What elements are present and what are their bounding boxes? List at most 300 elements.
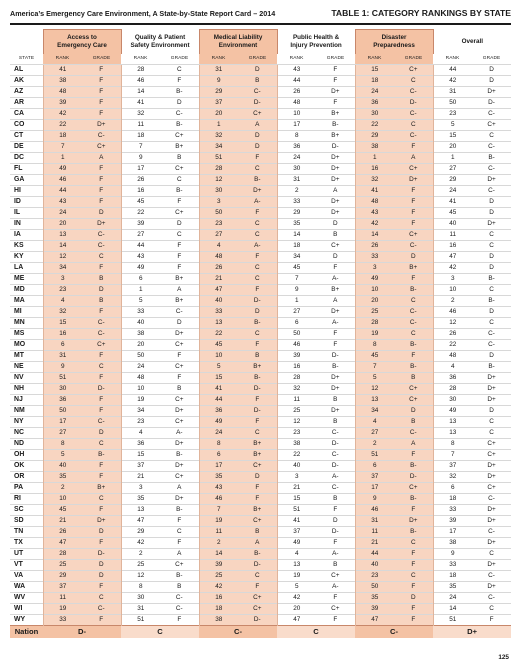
rank-cell: 4 — [277, 548, 316, 559]
grade-cell: C- — [394, 306, 433, 317]
grade-cell: F — [160, 614, 199, 625]
rank-cell: 24 — [277, 152, 316, 163]
rank-cell: 32 — [277, 383, 316, 394]
state-code: SC — [10, 504, 43, 515]
grade-cell: D+ — [160, 438, 199, 449]
rank-cell: 13 — [433, 427, 472, 438]
table-row — [10, 614, 511, 625]
grade-cell: F — [394, 559, 433, 570]
grade-cell: A- — [316, 471, 355, 482]
rank-cell: 43 — [277, 64, 316, 75]
rank-cell: 15 — [121, 449, 160, 460]
rank-cell: 1 — [277, 295, 316, 306]
rank-cell: 30 — [43, 383, 82, 394]
grade-cell: D+ — [316, 306, 355, 317]
rank-cell: 25 — [355, 306, 394, 317]
grade-cell: B- — [472, 273, 511, 284]
table-row — [10, 163, 511, 174]
grade-cell: B+ — [316, 284, 355, 295]
rank-cell: 5 — [121, 295, 160, 306]
rank-cell: 49 — [277, 537, 316, 548]
grade-cell: C — [160, 229, 199, 240]
rank-cell: 13 — [277, 559, 316, 570]
rank-cell: 6 — [355, 460, 394, 471]
state-code: CA — [10, 108, 43, 119]
rank-cell: 11 — [433, 229, 472, 240]
rank-cell: 24 — [355, 86, 394, 97]
grade-cell: C- — [316, 449, 355, 460]
rank-cell: 33 — [355, 251, 394, 262]
rank-cell: 31 — [121, 603, 160, 614]
rank-cell: 41 — [43, 64, 82, 75]
grade-cell: C- — [82, 317, 121, 328]
grade-cell: D+ — [316, 383, 355, 394]
rank-cell: 24 — [433, 185, 472, 196]
grade-cell: F — [394, 207, 433, 218]
rank-cell: 49 — [355, 273, 394, 284]
grade-cell: D — [238, 141, 277, 152]
grade-cell: C- — [238, 86, 277, 97]
category-header-public-health: Public Health & Injury Prevention — [277, 29, 355, 54]
grade-cell: C — [472, 548, 511, 559]
rank-cell: 15 — [199, 372, 238, 383]
table-row — [10, 86, 511, 97]
rank-cell: 33 — [121, 306, 160, 317]
grade-cell: D+ — [472, 504, 511, 515]
grade-cell: D+ — [160, 328, 199, 339]
grade-cell: C- — [82, 130, 121, 141]
rank-cell: 19 — [199, 515, 238, 526]
grade-cell: B+ — [238, 449, 277, 460]
state-code: AK — [10, 75, 43, 86]
grade-cell: F — [316, 262, 355, 273]
page-header — [10, 8, 511, 22]
rank-cell: 38 — [277, 438, 316, 449]
state-code: NH — [10, 383, 43, 394]
rank-cell: 45 — [43, 504, 82, 515]
grade-cell: F — [238, 394, 277, 405]
rank-cell: 22 — [199, 328, 238, 339]
nation-grade-liability: C- — [199, 625, 277, 638]
state-code: ME — [10, 273, 43, 284]
grade-header: GRADE — [82, 54, 121, 64]
rank-cell: 39 — [355, 603, 394, 614]
state-code: AR — [10, 97, 43, 108]
grade-cell: D+ — [316, 207, 355, 218]
rank-cell: 37 — [121, 460, 160, 471]
grade-cell: A — [238, 119, 277, 130]
grade-cell: D+ — [472, 537, 511, 548]
rank-cell: 21 — [277, 482, 316, 493]
rank-cell: 5 — [277, 581, 316, 592]
grade-cell: B+ — [160, 273, 199, 284]
grade-cell: C- — [472, 526, 511, 537]
rank-header: RANK — [277, 54, 316, 64]
rank-cell: 32 — [355, 174, 394, 185]
rank-cell: 2 — [355, 438, 394, 449]
rank-cell: 23 — [355, 570, 394, 581]
rank-cell: 41 — [355, 185, 394, 196]
rank-cell: 42 — [199, 581, 238, 592]
rank-cell: 18 — [199, 603, 238, 614]
rank-header: RANK — [43, 54, 82, 64]
grade-header: GRADE — [472, 54, 511, 64]
rank-cell: 14 — [43, 240, 82, 251]
table-row — [10, 64, 511, 75]
grade-cell: B- — [160, 86, 199, 97]
rank-cell: 21 — [199, 273, 238, 284]
category-header-liability: Medical Liability Environment — [199, 29, 277, 54]
state-code: OH — [10, 449, 43, 460]
nation-row — [10, 625, 511, 638]
table-row — [10, 339, 511, 350]
grade-cell: D- — [316, 460, 355, 471]
table-row — [10, 515, 511, 526]
grade-cell: D- — [394, 97, 433, 108]
category-header-quality: Quality & Patient Safety Environment — [121, 29, 199, 54]
rank-cell: 42 — [355, 218, 394, 229]
grade-cell: D- — [238, 559, 277, 570]
rank-cell: 8 — [199, 438, 238, 449]
grade-cell: A — [394, 438, 433, 449]
nation-grade-public-health: C — [277, 625, 355, 638]
rank-cell: 4 — [199, 240, 238, 251]
grade-cell: A — [160, 284, 199, 295]
grade-cell: B — [394, 372, 433, 383]
grade-cell: F — [82, 97, 121, 108]
state-code: AL — [10, 64, 43, 75]
grade-cell: B- — [472, 361, 511, 372]
state-code: TN — [10, 526, 43, 537]
rank-cell: 16 — [355, 163, 394, 174]
table-row — [10, 350, 511, 361]
grade-cell: F — [238, 493, 277, 504]
grade-cell: B- — [160, 449, 199, 460]
rank-cell: 48 — [277, 97, 316, 108]
state-code: NE — [10, 361, 43, 372]
rank-cell: 51 — [277, 504, 316, 515]
state-code: MT — [10, 350, 43, 361]
rank-cell: 9 — [277, 284, 316, 295]
rank-cell: 19 — [277, 570, 316, 581]
rank-cell: 25 — [277, 405, 316, 416]
rank-cell: 30 — [121, 592, 160, 603]
grade-cell: D+ — [160, 405, 199, 416]
rank-cell: 16 — [277, 361, 316, 372]
state-code: KY — [10, 251, 43, 262]
rank-cell: 27 — [199, 229, 238, 240]
grade-cell: B — [160, 152, 199, 163]
rank-cell: 5 — [43, 449, 82, 460]
rank-cell: 50 — [121, 350, 160, 361]
state-code: OR — [10, 471, 43, 482]
table-row — [10, 75, 511, 86]
grade-cell: C- — [472, 185, 511, 196]
table-row — [10, 449, 511, 460]
rank-cell: 3 — [277, 471, 316, 482]
state-code: SD — [10, 515, 43, 526]
grade-cell: C- — [394, 240, 433, 251]
rank-cell: 15 — [433, 130, 472, 141]
grade-cell: F — [82, 471, 121, 482]
grade-cell: C — [472, 603, 511, 614]
state-code: CO — [10, 119, 43, 130]
grade-cell: C- — [394, 427, 433, 438]
table-row — [10, 504, 511, 515]
rank-cell: 47 — [121, 515, 160, 526]
rank-cell: 48 — [433, 350, 472, 361]
grade-cell: F — [394, 504, 433, 515]
state-code: VT — [10, 559, 43, 570]
rank-cell: 15 — [355, 64, 394, 75]
grade-cell: D+ — [472, 460, 511, 471]
rank-header: RANK — [355, 54, 394, 64]
rank-cell: 25 — [43, 559, 82, 570]
grade-cell: C — [394, 119, 433, 130]
grade-cell: D — [160, 218, 199, 229]
rank-cell: 27 — [355, 427, 394, 438]
grade-cell: C+ — [394, 394, 433, 405]
rank-cell: 23 — [121, 416, 160, 427]
rank-cell: 2 — [277, 185, 316, 196]
rank-cell: 24 — [199, 427, 238, 438]
grade-cell: C+ — [160, 471, 199, 482]
grade-cell: C — [472, 130, 511, 141]
rank-cell: 41 — [121, 97, 160, 108]
grade-cell: D — [82, 570, 121, 581]
rank-cell: 1 — [121, 284, 160, 295]
grade-cell: A — [238, 537, 277, 548]
grade-cell: C+ — [394, 383, 433, 394]
grade-cell: C — [394, 75, 433, 86]
grade-cell: C — [160, 64, 199, 75]
grade-cell: F — [82, 174, 121, 185]
grade-cell: C — [238, 163, 277, 174]
grade-cell: B — [316, 416, 355, 427]
rank-cell: 26 — [43, 526, 82, 537]
grade-cell: C- — [394, 317, 433, 328]
rank-cell: 25 — [199, 570, 238, 581]
rank-cell: 32 — [121, 108, 160, 119]
table-row — [10, 317, 511, 328]
rank-cell: 48 — [43, 86, 82, 97]
rank-cell: 8 — [433, 438, 472, 449]
nation-grade-disaster: C- — [355, 625, 433, 638]
table-row — [10, 471, 511, 482]
rank-cell: 16 — [199, 592, 238, 603]
rank-cell: 42 — [433, 262, 472, 273]
grade-cell: D- — [238, 383, 277, 394]
grade-cell: D+ — [472, 394, 511, 405]
rank-cell: 12 — [121, 570, 160, 581]
rank-cell: 40 — [199, 295, 238, 306]
grade-cell: C- — [472, 141, 511, 152]
rank-cell: 51 — [199, 152, 238, 163]
rank-cell: 29 — [121, 526, 160, 537]
rank-cell: 46 — [277, 339, 316, 350]
grade-cell: B+ — [238, 361, 277, 372]
header-rule — [10, 23, 511, 25]
table-row — [10, 438, 511, 449]
table-row — [10, 405, 511, 416]
grade-cell: B+ — [316, 130, 355, 141]
table-row — [10, 394, 511, 405]
rank-cell: 35 — [199, 471, 238, 482]
table-row — [10, 306, 511, 317]
grade-cell: B+ — [160, 295, 199, 306]
table-row — [10, 581, 511, 592]
rank-cell: 28 — [199, 163, 238, 174]
rank-cell: 37 — [199, 97, 238, 108]
rank-cell: 4 — [355, 416, 394, 427]
table-row — [10, 196, 511, 207]
rank-cell: 22 — [433, 339, 472, 350]
grade-cell: C- — [394, 86, 433, 97]
grade-cell: D+ — [238, 185, 277, 196]
rank-cell: 45 — [433, 207, 472, 218]
rank-cell: 31 — [43, 350, 82, 361]
rank-header: RANK — [121, 54, 160, 64]
rank-cell: 30 — [199, 185, 238, 196]
rank-cell: 22 — [355, 119, 394, 130]
rank-cell: 37 — [277, 526, 316, 537]
rank-cell: 12 — [277, 416, 316, 427]
grade-cell: D+ — [160, 460, 199, 471]
grade-cell: C- — [316, 427, 355, 438]
rank-cell: 2 — [121, 548, 160, 559]
state-header-spacer — [10, 29, 43, 54]
grade-cell: D- — [316, 438, 355, 449]
rank-cell: 6 — [199, 449, 238, 460]
rank-cell: 46 — [199, 493, 238, 504]
grade-cell: C- — [472, 328, 511, 339]
grade-cell: D+ — [472, 515, 511, 526]
rank-cell: 40 — [277, 460, 316, 471]
grade-cell: D+ — [472, 372, 511, 383]
grade-cell: B- — [238, 317, 277, 328]
rank-cell: 6 — [433, 482, 472, 493]
rank-cell: 29 — [355, 130, 394, 141]
rank-cell: 7 — [433, 449, 472, 460]
state-code: MS — [10, 328, 43, 339]
grade-cell: B+ — [82, 482, 121, 493]
grade-cell: C+ — [238, 108, 277, 119]
grade-cell: F — [316, 64, 355, 75]
grade-cell: C — [238, 570, 277, 581]
rank-cell: 37 — [355, 471, 394, 482]
rank-cell: 47 — [433, 251, 472, 262]
rank-cell: 23 — [43, 284, 82, 295]
rank-cell: 42 — [277, 592, 316, 603]
grade-cell: F — [316, 537, 355, 548]
rank-cell: 46 — [43, 174, 82, 185]
grade-cell: B+ — [316, 108, 355, 119]
state-code: NJ — [10, 394, 43, 405]
grade-cell: D — [394, 251, 433, 262]
grade-cell: F — [394, 185, 433, 196]
rank-cell: 44 — [199, 394, 238, 405]
grade-cell: C- — [82, 603, 121, 614]
grade-cell: D — [472, 207, 511, 218]
grade-cell: B — [160, 383, 199, 394]
grade-cell: F — [82, 504, 121, 515]
rank-cell: 36 — [199, 405, 238, 416]
grade-cell: D- — [316, 141, 355, 152]
table-row — [10, 218, 511, 229]
grade-cell: D+ — [82, 515, 121, 526]
rank-cell: 5 — [433, 119, 472, 130]
rank-cell: 49 — [433, 405, 472, 416]
grade-cell: D- — [472, 97, 511, 108]
grade-cell: C- — [316, 482, 355, 493]
grade-cell: F — [82, 75, 121, 86]
nation-grade-access: D- — [43, 625, 121, 638]
grade-cell: C- — [472, 108, 511, 119]
state-code: OK — [10, 460, 43, 471]
grade-cell: C+ — [160, 394, 199, 405]
rank-cell: 1 — [43, 152, 82, 163]
grade-cell: D- — [238, 97, 277, 108]
rank-cell: 51 — [43, 372, 82, 383]
nation-label: Nation — [10, 625, 43, 638]
grade-cell: C+ — [160, 416, 199, 427]
grade-cell: B+ — [160, 141, 199, 152]
table-row — [10, 185, 511, 196]
grade-cell: D+ — [472, 383, 511, 394]
table-row — [10, 603, 511, 614]
table-row — [10, 295, 511, 306]
rank-cell: 38 — [121, 328, 160, 339]
rank-cell: 27 — [43, 427, 82, 438]
table-row — [10, 108, 511, 119]
rank-cell: 26 — [121, 174, 160, 185]
table-row — [10, 262, 511, 273]
rank-cell: 34 — [355, 405, 394, 416]
grade-cell: D+ — [160, 493, 199, 504]
state-code: WA — [10, 581, 43, 592]
grade-cell: B — [316, 559, 355, 570]
grade-cell: B — [238, 350, 277, 361]
rank-cell: 34 — [121, 405, 160, 416]
rank-cell: 2 — [43, 482, 82, 493]
rank-cell: 14 — [121, 86, 160, 97]
grade-cell: D — [472, 350, 511, 361]
grade-cell: D — [472, 75, 511, 86]
table-row — [10, 416, 511, 427]
state-code: IA — [10, 229, 43, 240]
grade-cell: A — [160, 482, 199, 493]
grade-cell: F — [394, 141, 433, 152]
grade-cell: A — [160, 548, 199, 559]
grade-cell: C- — [82, 229, 121, 240]
rank-cell: 30 — [277, 163, 316, 174]
grade-cell: F — [82, 350, 121, 361]
grade-cell: D — [82, 526, 121, 537]
grade-cell: D — [82, 559, 121, 570]
grade-cell: C+ — [238, 592, 277, 603]
rank-cell: 42 — [43, 108, 82, 119]
grade-cell: B- — [394, 526, 433, 537]
grade-cell: B — [394, 416, 433, 427]
rank-cell: 44 — [355, 548, 394, 559]
grade-cell: F — [160, 75, 199, 86]
rank-cell: 15 — [43, 317, 82, 328]
rank-cell: 39 — [433, 515, 472, 526]
rank-cell: 17 — [277, 119, 316, 130]
grade-cell: C- — [82, 328, 121, 339]
grade-cell: D — [160, 317, 199, 328]
grade-cell: C+ — [316, 240, 355, 251]
